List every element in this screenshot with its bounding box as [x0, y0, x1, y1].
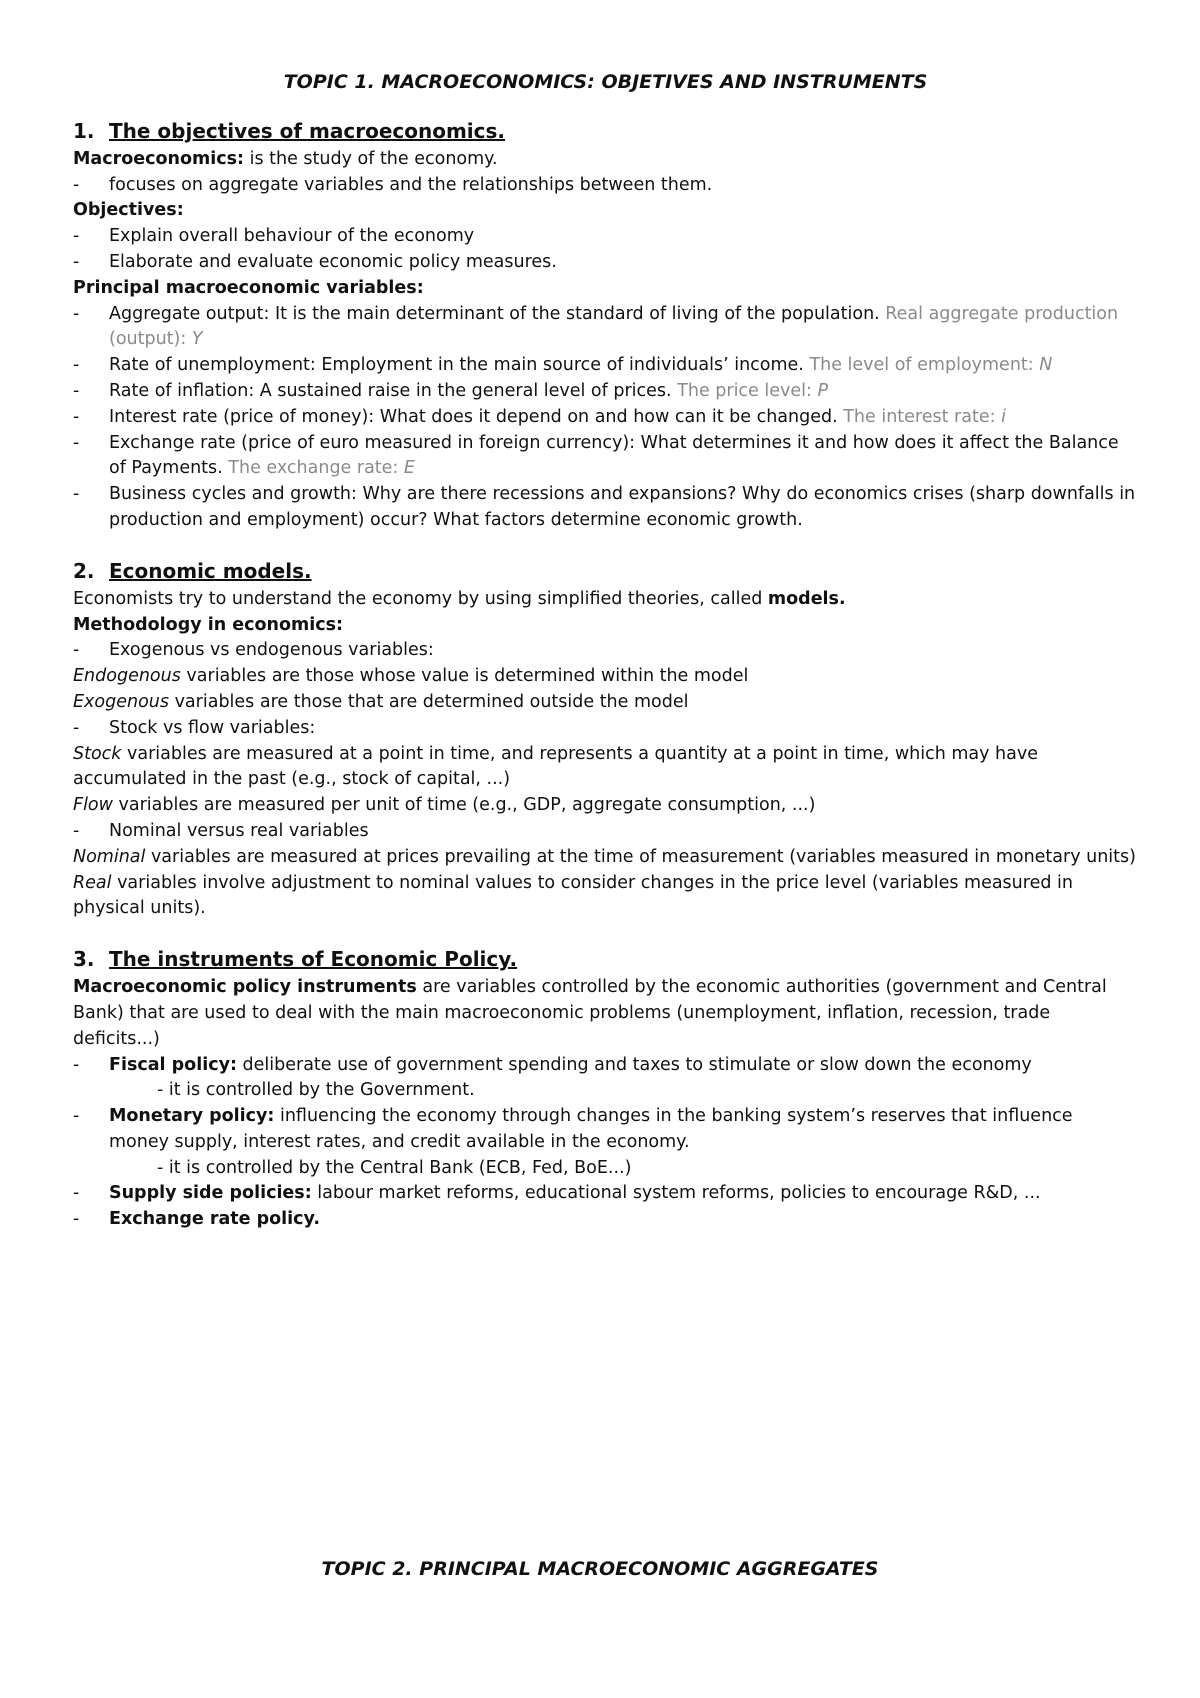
- real-definition: Real variables involve adjustment to nominal values to consider changes in the price level (variables measured in physical units).: [73, 872, 1073, 919]
- section-2-heading: 2. Economic models.: [73, 558, 312, 583]
- variable-unemployment: - Rate of unemployment: Employment in the main source of individuals’ income. The level of employment: N: [73, 355, 1053, 376]
- variable-inflation: - Rate of inflation: A sustained raise in the general level of prices. The price level: P: [73, 380, 829, 401]
- methodology-label: Methodology in economics:: [73, 614, 344, 635]
- policy-instruments-intro: Macroeconomic policy instruments are variables controlled by the economic authorities (government and Central Bank) that are used to deal with the main macroeconomic problems (unemployment, inflation, recession, trade deficits...): [73, 977, 1107, 1049]
- next-topic-title: TOPIC 2. PRINCIPAL MACROECONOMIC AGGREGATES: [321, 1558, 879, 1580]
- flow-definition: Flow variables are measured per unit of time (e.g., GDP, aggregate consumption, ...): [73, 795, 816, 816]
- fiscal-policy-item: - Fiscal policy: deliberate use of government spending and taxes to stimulate or slow down the economy: [73, 1054, 1032, 1075]
- supply-side-item: - Supply side policies: labour market reforms, educational system reforms, policies to encourage R&D, ...: [73, 1183, 1041, 1204]
- objectives-label: Objectives:: [73, 200, 184, 221]
- variable-aggregate-output: - Aggregate output: It is the main determinant of the standard of living of the population. Real aggregate production (output): Y: [73, 303, 1119, 350]
- list-item: - Elaborate and evaluate economic policy measures.: [73, 251, 557, 272]
- exogenous-definition: Exogenous variables are those that are determined outside the model: [73, 691, 689, 712]
- variables-label: Principal macroeconomic variables:: [73, 277, 424, 298]
- fiscal-policy-note: - it is controlled by the Government.: [157, 1080, 475, 1101]
- page-title: TOPIC 1. MACROECONOMICS: OBJETIVES AND INSTRUMENTS: [283, 71, 928, 93]
- list-item: - Stock vs flow variables:: [73, 717, 316, 738]
- variable-exchange-rate: - Exchange rate (price of euro measured in foreign currency): What determines it and how does it affect the Balance of Payments. The exchange rate: E: [73, 432, 1119, 479]
- macroeconomics-definition: Macroeconomics: is the study of the economy.: [73, 148, 498, 169]
- monetary-policy-item: - Monetary policy: influencing the economy through changes in the banking system’s reserves that influence money supply, interest rates, and credit available in the economy.: [73, 1106, 1073, 1152]
- exchange-rate-policy-item: - Exchange rate policy.: [73, 1209, 320, 1230]
- document-page: [73, 70, 1138, 1233]
- list-item: - Explain overall behaviour of the economy: [73, 226, 475, 247]
- list-item: - focuses on aggregate variables and the relationships between them.: [73, 174, 713, 195]
- endogenous-definition: Endogenous variables are those whose value is determined within the model: [73, 666, 749, 687]
- list-item: - Exogenous vs endogenous variables:: [73, 640, 434, 661]
- variable-business-cycles: - Business cycles and growth: Why are there recessions and expansions? Why do economics crises (sharp downfalls in production and employment) occur? What factors determine economic growth.: [73, 484, 1136, 530]
- list-item: - Nominal versus real variables: [73, 820, 369, 841]
- models-intro: Economists try to understand the economy by using simplified theories, called models.: [73, 588, 846, 609]
- nominal-definition: Nominal variables are measured at prices prevailing at the time of measurement (variables measured in monetary units): [73, 846, 1136, 867]
- variable-interest-rate: - Interest rate (price of money): What does it depend on and how can it be changed. The interest rate: i: [73, 406, 1006, 427]
- section-3-heading: 3. The instruments of Economic Policy.: [73, 947, 518, 972]
- section-1-heading: 1. The objectives of macroeconomics.: [73, 118, 506, 143]
- monetary-policy-note: - it is controlled by the Central Bank (ECB, Fed, BoE...): [157, 1157, 632, 1178]
- stock-definition: Stock variables are measured at a point in time, and represents a quantity at a point in time, which may have accumulated in the past (e.g., stock of capital, ...): [73, 743, 1038, 790]
